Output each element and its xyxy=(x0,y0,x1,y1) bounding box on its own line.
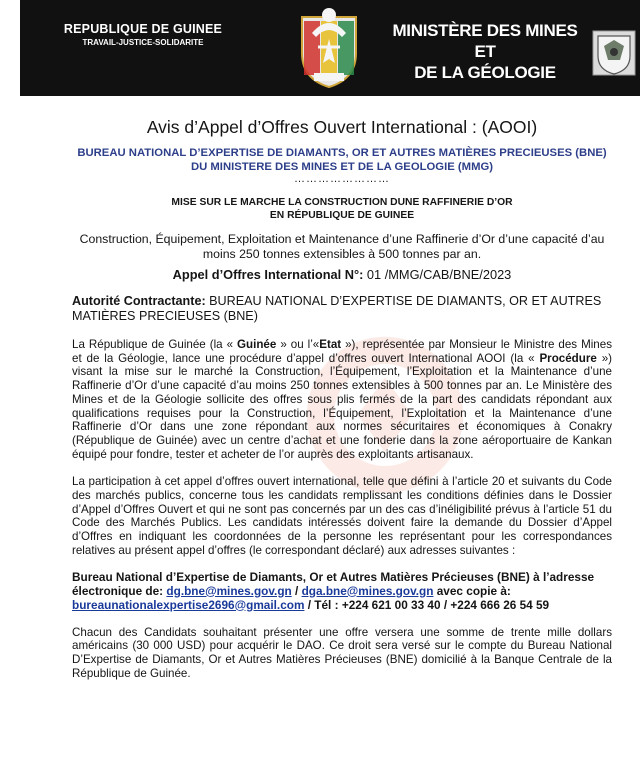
project-description: Construction, Équipement, Exploitation et Maintenance d’une Raffinerie d’Or d’une capacité d’au moins 250 tonnes extensibles à 500 tonnes par an. xyxy=(79,232,605,261)
ministry-title-line2: DE LA GÉOLOGIE xyxy=(414,63,556,82)
paragraph-participation: La participation à cet appel d’offres ouvert international, telle que défini à l’article 20 et suivants du Code des marchés publics, concerne tous les candidats remplissant les conditions définies dans le Dossier d’Appel d’Offres Ouvert et qui ne sont pas concernés par un des cas d’inéligibilité prévus à l’article 51 du Code des Marchés Publics. Les candidats intéressés doivent faire la demande du Dossier d’Appel d’Offres en indiquant les coordonnées de la personne les représentant pour les correspondances relatives au présent appel d’offres (le correspondant déclaré) aux adresses suivantes : xyxy=(72,475,612,557)
intro-text-d: ») visant la mise sur le marché la Construction, l’Équipement, l’Exploitation et la Maintenance d’une Raffinerie d’Or d’une capacité d’au moins 250 tonnes extensibles à 500 tonnes par an. Le Ministère des Mines et de la Géologie sollicite des offres sous plis fermés de la part des candidats répondant aux qualifications requises pour la Construction, l’Équipement, l’Exploitation et la Maintenance d’une Raffinerie d’Or dans une zone répondant aux normes sécuritaires et économiques à Conakry (République de Guinée) avec un centre d’achat et une fonderie dans la zone aéroportuaire de Kankan équipé pour fondre, tester et acheter de l’or auprès des exploitants artisanaux. xyxy=(72,351,612,461)
ministry-heading xyxy=(385,20,585,83)
paragraph-fee: Chacun des Candidats souhaitant présenter une offre versera une somme de trente mille dollars américains (30 000 USD) pour acquérir le DAO. Ce droit sera versé sur le compte du Bureau National D’Expertise de Diamants, Or et Autres Matières Précieuses (BNE) domicilié à la Banque Centrale de la République de Guinée. xyxy=(72,625,612,680)
paragraph-intro xyxy=(72,338,612,461)
letterhead-banner xyxy=(20,0,640,96)
contact-block xyxy=(72,570,612,612)
republic-title: REPUBLIQUE DE GUINEE xyxy=(63,22,223,36)
organization-line1: BUREAU NATIONAL D’EXPERTISE DE DIAMANTS, OR ET AUTRES MATIÈRES PRECIEUSES (BNE) xyxy=(77,147,607,159)
subject-block xyxy=(72,196,612,222)
email-link-dg[interactable]: dg.bne@mines.gov.gn xyxy=(166,583,292,598)
tender-reference-number: 01 /MMG/CAB/BNE/2023 xyxy=(366,267,512,282)
email-separator: / xyxy=(295,583,299,598)
intro-procedure: Procédure xyxy=(539,351,597,365)
republic-heading xyxy=(58,22,228,47)
tender-notice xyxy=(72,112,612,680)
contracting-authority xyxy=(72,294,612,324)
intro-text-b: » ou l’« xyxy=(280,338,320,351)
ministry-title-line1: MINISTÈRE DES MINES ET xyxy=(392,21,578,61)
telephone-numbers: / Tél : +224 621 00 33 40 / +224 666 26 54 59 xyxy=(307,597,550,612)
organization-line2: DU MINISTERE DES MINES ET DE LA GEOLOGIE (MMG) xyxy=(190,161,494,173)
contracting-authority-value: BUREAU NATIONAL D’EXPERTISE DE DIAMANTS, OR ET AUTRES MATIÈRES PRECIEUSES (BNE) xyxy=(72,294,602,323)
contracting-authority-label: Autorité Contractante: xyxy=(72,294,206,308)
separator: …………………… xyxy=(294,173,390,185)
copy-label: avec copie à: xyxy=(436,583,511,598)
intro-text-a: La République de Guinée (la « xyxy=(72,338,234,351)
republic-motto: TRAVAIL-JUSTICE-SOLIDARITE xyxy=(82,38,204,47)
organization-block xyxy=(72,146,612,174)
coat-of-arms-icon xyxy=(288,3,370,91)
email-link-bureau[interactable]: bureaunationalexpertise2696@gmail.com xyxy=(72,597,305,612)
notice-title: Avis d’Appel d’Offres Ouvert International : (AOOI) xyxy=(146,117,538,137)
tender-reference-label: Appel d’Offres International N°: xyxy=(172,267,364,282)
contact-organization: Bureau National d’Expertise de Diamants, Or et Autres Matières Précieuses (BNE) à l’adresse électronique de: xyxy=(72,569,595,598)
intro-etat: Etat xyxy=(319,338,342,351)
subject-line1: MISE SUR LE MARCHE LA CONSTRUCTION DUNE RAFFINERIE D’OR xyxy=(171,197,513,208)
tender-reference xyxy=(72,267,612,282)
subject-line2: EN RÉPUBLIQUE DE GUINEE xyxy=(269,210,415,221)
intro-guinee: Guinée xyxy=(237,338,277,351)
email-link-dga[interactable]: dga.bne@mines.gov.gn xyxy=(301,583,434,598)
intro-text-c: »), représentée par Monsieur le Ministre des Mines et de la Géologie, lance une procédure d’appel d’offres ouvert International AOOI (la « xyxy=(72,338,612,365)
ministry-seal-icon xyxy=(592,30,636,76)
